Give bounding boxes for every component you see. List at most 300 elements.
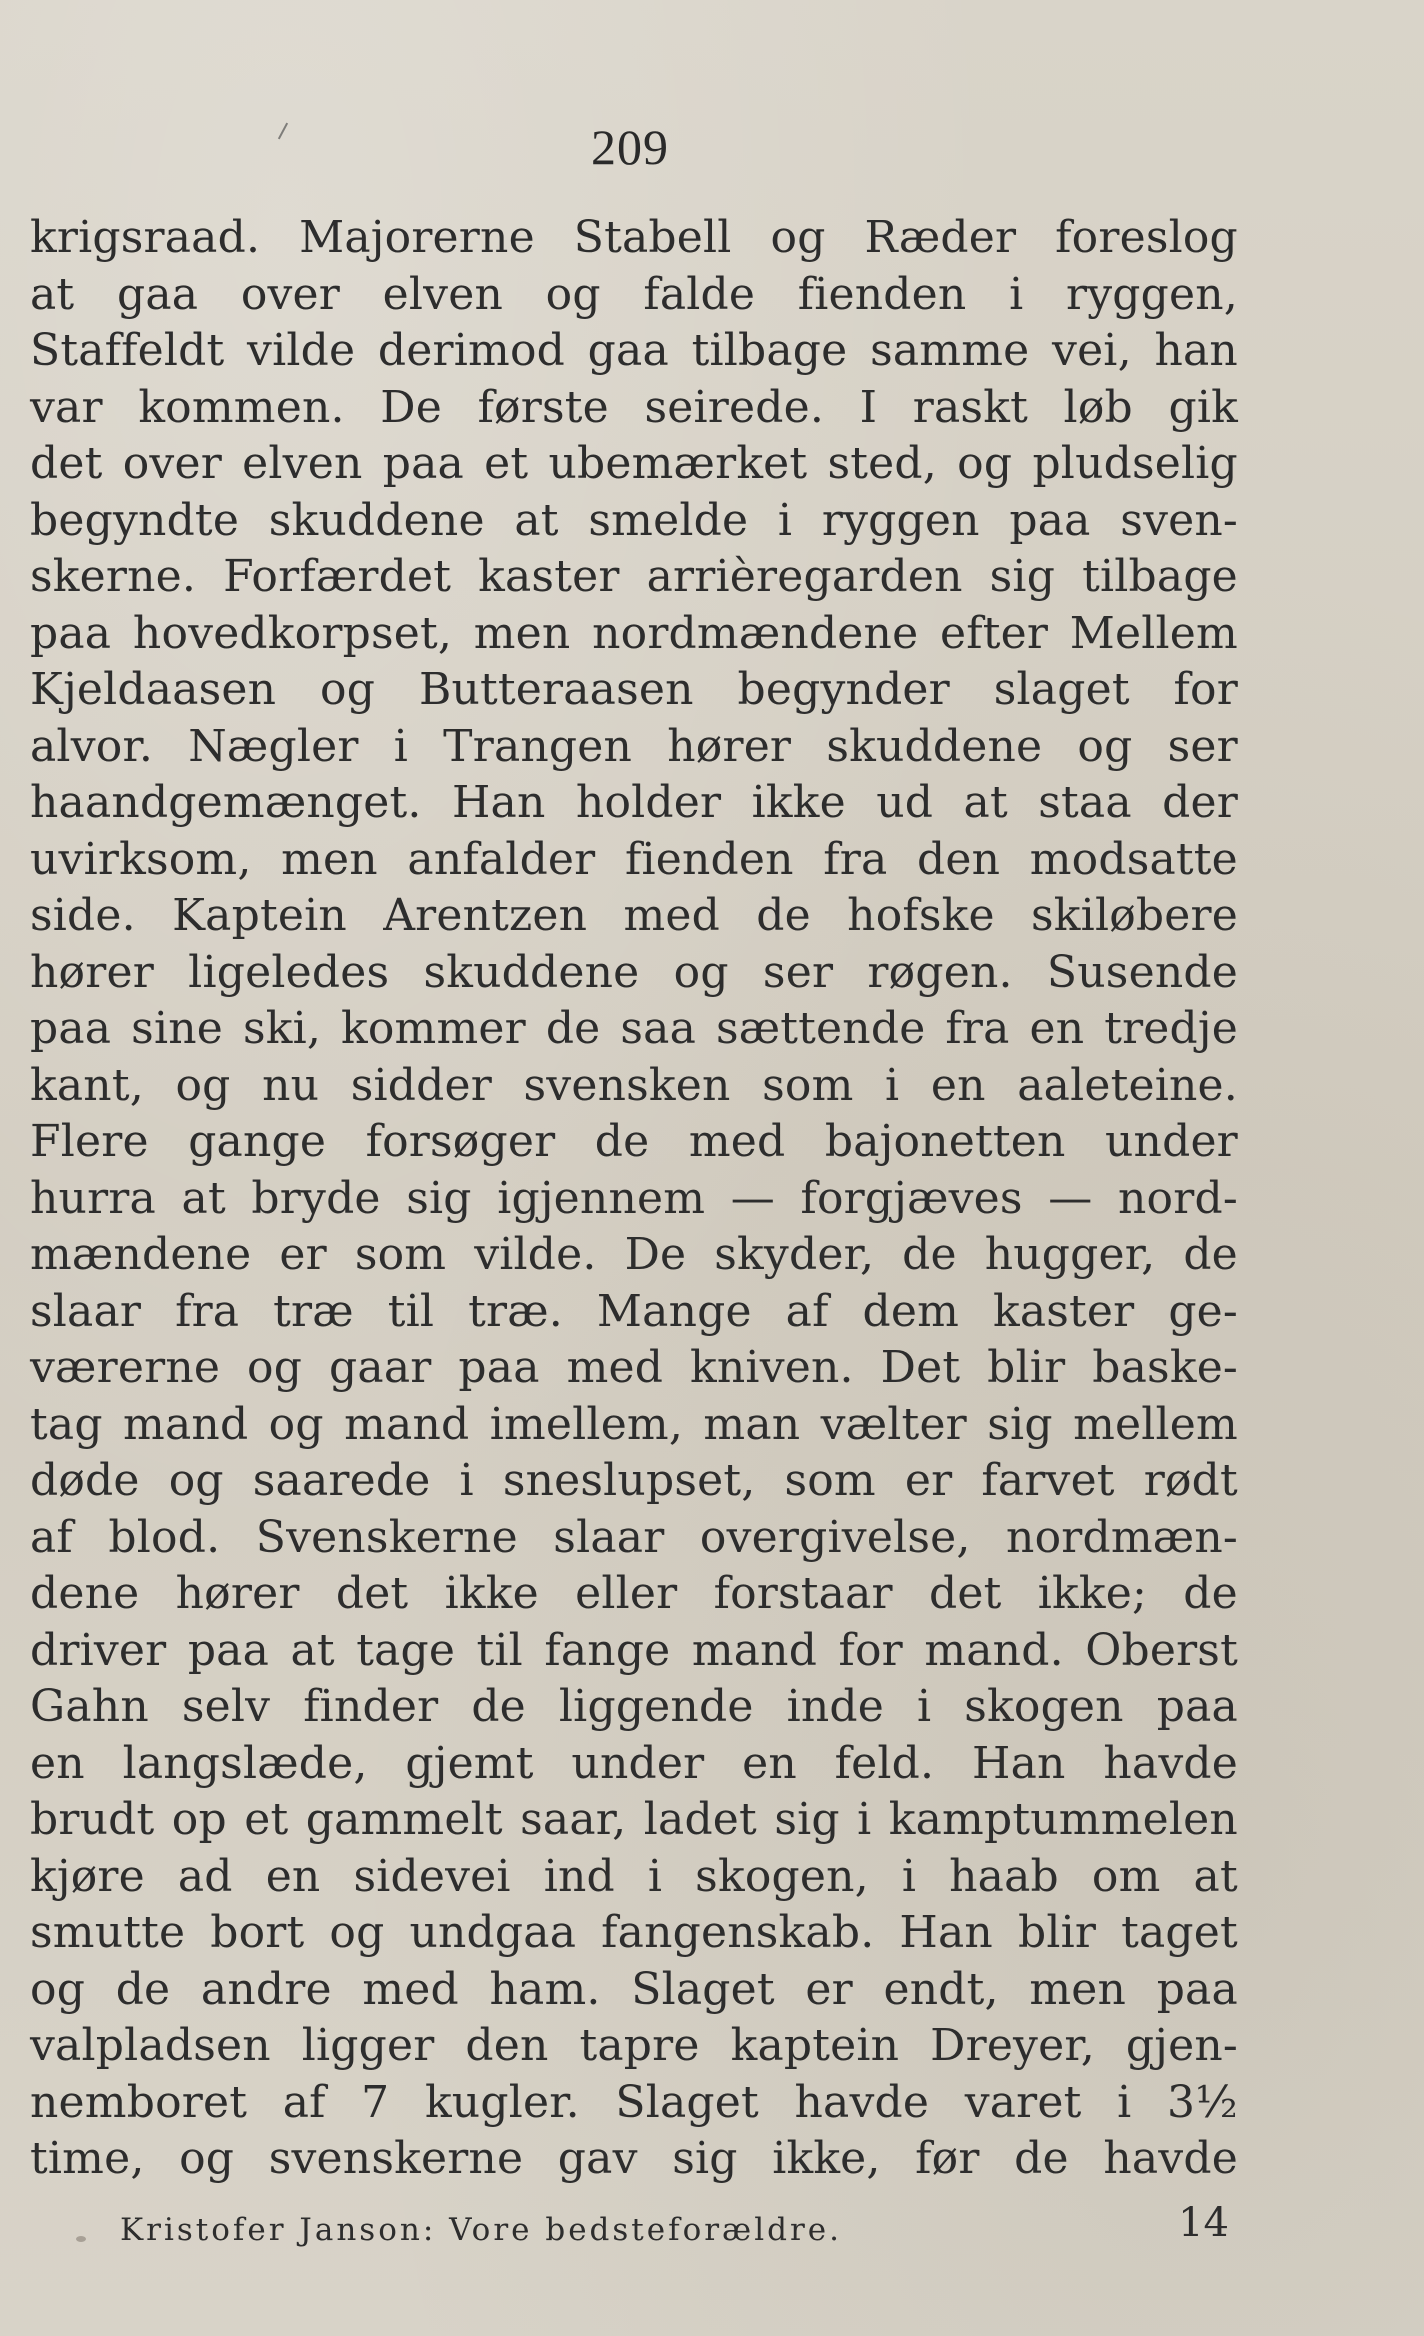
word: og [168,1455,224,1506]
text-line [30,1566,1238,1623]
word: ge- [1168,1285,1238,1337]
word: saarede [252,1455,431,1506]
text-line [30,2018,1238,2075]
word: efter [940,607,1049,659]
word: overgivelse, [699,1511,971,1563]
word: blod. [108,1511,221,1563]
word: hører [175,1568,300,1619]
word: den [465,2020,549,2071]
text-line [30,1905,1238,1962]
word: inde [786,1681,884,1732]
footer-credit: Kristofer Janson: Vore bedsteforældre. [120,2212,842,2248]
word: Oberst [1085,1624,1238,1676]
word: og [673,946,729,998]
word: foreslog [1055,212,1238,263]
word: men [281,833,378,885]
text-line [30,775,1238,832]
text-line [30,267,1238,324]
word: alvor. [30,720,154,772]
word: sine [131,1003,224,1054]
word: baske- [1092,1342,1238,1393]
word: et [484,438,529,489]
word: paa [458,1342,540,1393]
word: før [915,2133,980,2184]
word: time, [30,2133,145,2184]
text-line [30,1792,1238,1849]
word: rødt [1143,1455,1238,1506]
word: en [930,1059,986,1111]
word: og [179,2133,235,2184]
text-line [30,2075,1238,2132]
word: aaleteine. [1017,1059,1238,1111]
word: ser [762,946,834,998]
word: blir [987,1342,1066,1393]
text-line [30,1340,1238,1397]
word: men [1029,1963,1127,2015]
word: ladet [643,1794,757,1845]
word: blir [1017,1907,1097,1958]
word: ikke, [772,2133,881,2184]
word: at [181,1172,226,1224]
word: hører [30,946,154,998]
text-line [30,1623,1238,1680]
word: driver [30,1624,167,1676]
word: kniven. [690,1342,854,1393]
word: arrièregarden [646,551,963,602]
word: andre [200,1963,332,2015]
word: fangenskab. [601,1907,875,1958]
word: saa [620,1003,697,1054]
word: de [902,1229,957,1280]
word: og [1077,720,1133,772]
word: Arentzen [383,890,588,941]
word: som [762,1059,854,1111]
word: Ræder [864,212,1017,263]
word: havde [794,2076,930,2128]
word: over [122,438,222,489]
word: i [459,1455,474,1506]
word: bryde [251,1172,381,1224]
word: forstaar [713,1568,893,1619]
word: vælter [820,1398,967,1450]
word: vilde [247,325,356,376]
word: feld. [834,1737,935,1789]
word: Kjeldaasen [30,664,277,715]
word: hører [667,720,792,772]
word: om [1091,1850,1161,1902]
word: at [963,777,1008,828]
word: uvirksom, [30,833,252,885]
word: nemboret [30,2076,248,2128]
word: gaa [116,268,199,320]
word: til [476,1624,523,1676]
word: i [1009,268,1024,320]
word: mand [691,1624,818,1676]
word: pludselig [1032,438,1238,489]
word: til [387,1285,435,1337]
word: paa [30,607,112,659]
word: Han [451,777,546,828]
word: paa [1009,494,1091,546]
word: brudt [30,1794,155,1845]
word: tag [30,1398,103,1450]
word: sted, [827,438,937,489]
word: kommen. [138,381,345,433]
word: som [784,1455,876,1506]
text-line [30,1058,1238,1115]
word: raskt [912,381,1028,433]
word: side. [30,890,136,941]
text-line [30,1453,1238,1510]
word: kugler. [424,2076,580,2128]
signature-number: 14 [1178,2200,1229,2246]
word: Dreyer, [930,2020,1095,2071]
word: der [1162,777,1238,828]
word: ligger [301,2020,435,2071]
word: i [777,494,793,546]
word: Svenskerne [255,1511,518,1563]
word: sven- [1120,494,1238,546]
word: de [1183,1229,1238,1280]
word: sættende [715,1003,926,1054]
word: en [742,1737,797,1789]
word: og [770,212,826,263]
word: slaar [30,1285,142,1337]
word: kjøre [30,1850,145,1902]
word: derimod [377,325,566,376]
text-line [30,1510,1238,1567]
word: smelde [588,494,749,546]
word: vilde. [474,1229,597,1280]
word: havde [1103,2133,1238,2184]
word: det [30,438,103,489]
word: den [916,833,1001,885]
word: tilbage [691,325,848,376]
word: skogen, [695,1850,869,1902]
word: haandgemænget. [30,777,422,828]
word: Han [972,1737,1066,1789]
word: tredje [1104,1003,1238,1054]
word: i [647,1850,663,1902]
word: skyder, [714,1229,875,1280]
word: paa [30,1003,112,1054]
word: vei, [1052,325,1132,376]
word: finder [303,1681,439,1732]
word: tage [356,1624,456,1676]
word: under [571,1737,705,1789]
word: løb [1063,381,1133,433]
word: nord- [1118,1172,1238,1224]
word: Trangen [443,720,633,772]
word: kaster [992,1285,1135,1337]
word: taget [1121,1907,1238,1958]
word: gaar [329,1342,432,1393]
word: de [545,1003,601,1054]
word: sig [989,551,1056,602]
word: ham. [489,1963,601,2015]
word: og [30,1963,86,2015]
word: fienden [624,833,794,885]
word: staa [1038,777,1132,828]
word: gammelt [305,1794,503,1845]
word: og [247,1342,303,1393]
word: værerne [30,1342,221,1393]
word: i [857,1794,872,1845]
word: han [1154,325,1238,376]
word: et [244,1794,289,1845]
word: træ. [468,1285,563,1337]
word: valpladsen [30,2020,271,2071]
word: en [265,1850,321,1902]
word: sig [406,1172,472,1224]
word: at [30,268,75,320]
word: holder [575,777,722,828]
word: nu [262,1059,320,1111]
word: Staffeldt [30,325,225,376]
word: i [393,720,409,772]
word: de [756,890,811,941]
word: ubemærket [548,438,808,489]
text-line [30,549,1238,606]
word: fra [945,1003,1010,1054]
word: man [703,1398,801,1450]
word: forsøger [365,1116,556,1167]
body-text [30,210,1238,2188]
word: dene [30,1568,140,1619]
word: sidevei [353,1850,511,1902]
word: — [730,1172,775,1224]
word: skuddene [268,494,485,546]
word: gaa [587,325,669,376]
word: skiløbere [1031,890,1238,941]
word: at [290,1624,335,1676]
word: døde [30,1455,140,1506]
word: tapre [579,2020,700,2071]
word: endt, [883,1963,999,2015]
text-line [30,1171,1238,1228]
word: røgen. [867,946,1013,998]
text-line [30,1397,1238,1454]
word: Kaptein [172,890,347,941]
word: fra [823,833,888,885]
word: gjen- [1125,2020,1238,2071]
page-number: 209 [591,119,669,175]
word: i [901,1850,917,1902]
word: ikke [444,1568,539,1619]
text-line [30,1849,1238,1906]
word: ikke [751,777,846,828]
word: fange [544,1624,671,1676]
text-line [30,1114,1238,1171]
word: hovedkorpset, [132,607,453,659]
word: mændene [30,1229,252,1280]
word: sig [987,1398,1053,1450]
word: slaar [553,1511,665,1563]
word: Flere [30,1116,149,1167]
word: dem [862,1285,960,1337]
word: sig [774,1794,840,1845]
word: varet [964,2076,1082,2128]
word: som [354,1229,447,1280]
word: farvet [981,1455,1115,1506]
word: Slaget [615,2076,759,2128]
word: op [171,1794,227,1845]
word: mellem [1073,1398,1238,1450]
word: og [957,438,1013,489]
word: paa [382,438,464,489]
word: paa [187,1624,270,1676]
word: fra [175,1285,240,1337]
word: modsatte [1029,833,1238,885]
word: saar, [520,1794,627,1845]
word: havde [1103,1737,1238,1789]
text-line [30,1679,1238,1736]
word: paa [1156,1963,1238,2015]
text-line [30,323,1238,380]
word: begynder [737,664,950,715]
word: begyndte [30,494,240,546]
word: samme [870,325,1030,376]
word: 7 [361,2076,390,2128]
word: hofske [847,890,995,941]
word: kant, [30,1059,144,1111]
word: af [30,1511,73,1563]
word: undgaa [409,1907,577,1958]
word: gav [557,2133,638,2184]
word: hurra [30,1172,156,1224]
word: kaptein [730,2020,900,2071]
word: Mellem [1069,607,1238,659]
word: skerne. [30,551,197,602]
word: anfalder [407,833,596,885]
word: Susende [1046,946,1238,998]
word: kamptummelen [888,1794,1238,1845]
word: med [566,1342,664,1393]
word: ad [177,1850,233,1902]
word: Butteraasen [418,664,694,715]
word: i [916,1681,932,1732]
word: med [688,1116,786,1167]
word: de [471,1681,526,1732]
text-line [30,606,1238,663]
word: de [1183,1568,1238,1619]
word: forgjæves [800,1172,1023,1224]
word: men [473,607,571,659]
word: var [30,381,103,433]
word: Forfærdet [223,551,452,602]
word: de [594,1116,650,1167]
word: liggende [558,1681,754,1732]
word: med [362,1963,459,2015]
word: de [1014,2133,1069,2184]
word: og [268,1398,324,1450]
word: mand [344,1398,470,1450]
text-line [30,1962,1238,2019]
word: smutte [30,1907,186,1958]
word: Stabell [573,212,732,263]
text-line [30,832,1238,889]
word: og [320,664,376,715]
word: bajonetten [824,1116,1066,1167]
word: tilbage [1082,551,1238,602]
text-line [30,719,1238,776]
word: en [1029,1003,1085,1054]
word: Det [880,1342,961,1393]
word: seirede. [644,381,825,433]
text-line [30,888,1238,945]
word: kaster [478,551,620,602]
word: og [329,1907,385,1958]
word: svensken [523,1059,731,1111]
word: ind [543,1850,615,1902]
text-line [30,945,1238,1002]
word: Gahn [30,1681,149,1732]
text-line [30,1284,1238,1341]
word: for [1173,664,1238,715]
word: over [240,268,341,320]
text-line [30,2131,1238,2188]
word: falde [643,268,756,320]
word: de [115,1963,171,2015]
word: elven [382,268,504,320]
word: 3½ [1166,2076,1238,2128]
word: gik [1168,381,1238,433]
word: ryggen, [1065,268,1238,320]
word: at [514,494,559,546]
word: træ [273,1285,354,1337]
word: og [175,1059,231,1111]
word: I [859,381,878,433]
word: ligeledes [188,946,390,998]
word: Majorerne [299,212,535,263]
word: gange [188,1116,327,1167]
text-line [30,436,1238,493]
word: sneslupset, [502,1455,756,1506]
word: paa [1156,1681,1238,1732]
word: for [838,1624,903,1676]
text-line [30,380,1238,437]
word: ud [876,777,934,828]
word: bort [210,1907,305,1958]
word: af [785,1285,829,1337]
word: sig [672,2133,738,2184]
text-line [30,210,1238,267]
text-line [30,1736,1238,1793]
text-line [30,493,1238,550]
word: kommer [341,1003,526,1054]
word: haab [949,1850,1059,1902]
word: Nægler [188,720,359,772]
word: Han [899,1907,993,1958]
word: De [380,381,442,433]
word: selv [181,1681,271,1732]
word: skuddene [826,720,1043,772]
word: ikke; [1037,1568,1148,1619]
word: nordmændene [592,607,919,659]
word: med [623,890,721,941]
word: slaget [993,664,1130,715]
word: er [279,1229,327,1280]
word: i [1117,2076,1132,2128]
word: af [282,2076,326,2128]
text-line [30,1001,1238,1058]
word: De [624,1229,687,1280]
word: gjemt [405,1737,534,1789]
page-footer [120,2200,1230,2260]
word: er [904,1455,953,1506]
word: skogen [964,1681,1124,1732]
word: er [805,1963,853,2015]
